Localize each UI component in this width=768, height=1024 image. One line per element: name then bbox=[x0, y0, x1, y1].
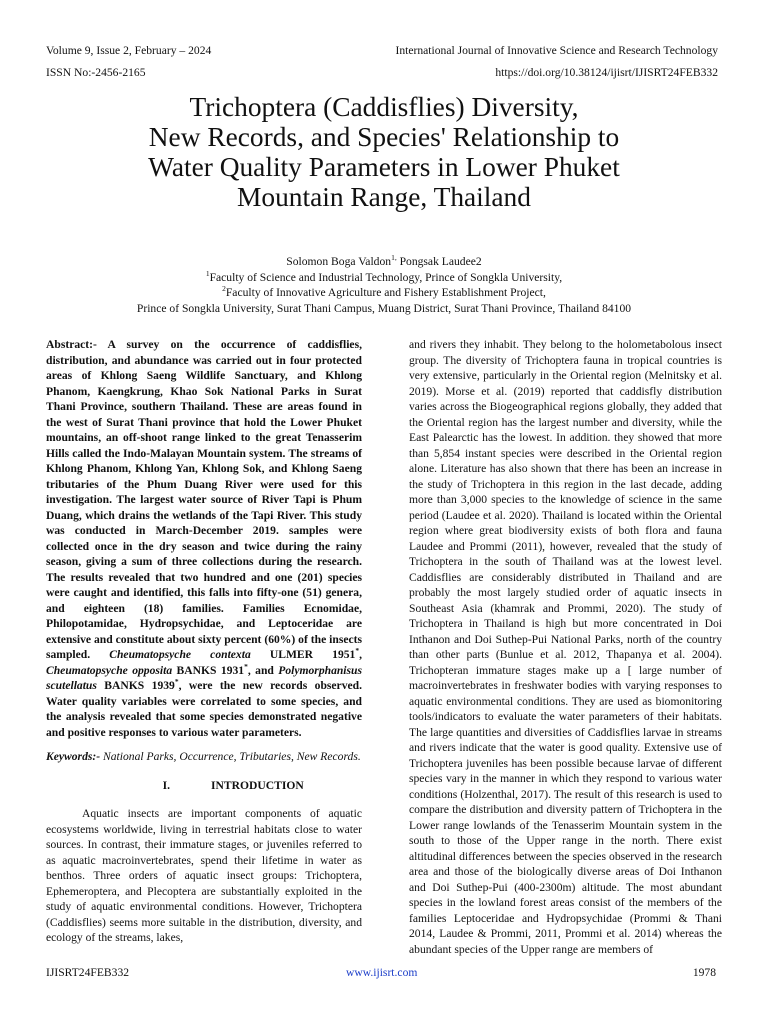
header-volume: Volume 9, Issue 2, February – 2024 bbox=[46, 44, 212, 57]
keywords bbox=[46, 749, 362, 765]
header-journal: International Journal of Innovative Science and Research Technology bbox=[395, 44, 718, 57]
new-record-mark: * bbox=[355, 646, 360, 656]
section-title: INTRODUCTION bbox=[211, 778, 304, 792]
title-line: Water Quality Parameters in Lower Phuket bbox=[148, 152, 620, 182]
footer-website-link[interactable]: www.ijisrt.com bbox=[346, 966, 418, 979]
abstract-text: , and bbox=[247, 663, 279, 677]
title-line: Trichoptera (Caddisflies) Diversity, bbox=[189, 92, 579, 122]
paper-title bbox=[40, 92, 728, 212]
header-issn: ISSN No:-2456-2165 bbox=[46, 66, 146, 79]
new-record-mark: * bbox=[174, 677, 179, 687]
section-number: I. bbox=[162, 778, 170, 792]
right-column bbox=[409, 337, 722, 957]
footer-paper-id: IJISRT24FEB332 bbox=[46, 966, 130, 979]
affiliation-3: Prince of Songkla University, Surat Thani Campus, Muang District, Surat Thani Province, Thailand 84100 bbox=[136, 301, 632, 315]
abstract-text: ULMER 1951 bbox=[250, 648, 356, 661]
keywords-text: National Parks, Occurrence, Tributaries, New Records. bbox=[100, 750, 361, 763]
abstract-text: , were the new records observed. Water quality variables were correlated to some species, and the analysis revealed that some species demonstrated negative and positive responses to various water parameters. bbox=[46, 679, 362, 739]
affiliation-1 bbox=[40, 270, 728, 286]
left-column bbox=[46, 337, 362, 946]
title-line: New Records, and Species' Relationship to bbox=[148, 122, 620, 152]
author-names bbox=[40, 254, 728, 270]
affiliation-sup: 1 bbox=[205, 268, 210, 278]
affiliation-2 bbox=[40, 285, 728, 301]
keywords-label: Keywords:- bbox=[46, 750, 101, 763]
author-name-first: Solomon Boga Valdon bbox=[286, 255, 392, 268]
abstract-text: BANKS 1931 bbox=[172, 663, 245, 677]
title-line: Mountain Range, Thailand bbox=[237, 182, 531, 212]
author-name-second: Pongsak Laudee2 bbox=[396, 255, 482, 268]
abstract-text: , bbox=[359, 648, 362, 661]
new-record-mark: * bbox=[244, 661, 248, 671]
author-block bbox=[40, 254, 728, 316]
intro-paragraph: Aquatic insects are important components of aquatic ecosystems worldwide, living in terrestrial habitats close to water sources. In contrast, their immature stages, or juveniles referred to as aquatic macroinvertebrates, spend their lifetime in water as benthos. Three orders of aquatic insect groups: Trichoptera, Ephemeroptera, and Plecoptera are substantially exploited in the study of aquatic environmental conditions. However, Trichoptera (Caddisflies) seems more suitable in the distribution, diversity, and ecology of the streams, lakes, bbox=[46, 807, 362, 944]
species-name: Cheumatopsyche opposita bbox=[46, 663, 173, 677]
affiliation-text: Faculty of Science and Industrial Technology, Prince of Songkla University, bbox=[209, 270, 563, 284]
abstract-text: BANKS 1939 bbox=[96, 679, 175, 692]
species-name: Polymorphanisus scutellatus bbox=[46, 663, 363, 692]
species-name: Cheumatopsyche contexta bbox=[109, 648, 251, 661]
header-doi[interactable]: https://doi.org/10.38124/ijisrt/IJISRT24FEB332 bbox=[495, 66, 718, 79]
affiliation-sup: 2 bbox=[222, 284, 226, 294]
body-paragraph: and rivers they inhabit. They belong to the holometabolous insect group. The diversity of Trichoptera fauna in tropical countries is very extensive, particularly in the Oriental region (Melnitsky et al. 2019). Morse et al. (2019) reported that caddisfly distribution varies across the Biogeographical regions globally, they added that the Oriental region has the largest number and diversity, while the East Palearctic has the lowest. In addition. they showed that more than 5,854 instant species were described in the Oriental region alone. Literature has also shown that there has been an increase in the study of Trichoptera in this region in the last decade, adding more than 3,000 species to the knowledge of science in the same period (Laudee et al. 2020). Thailand is located within the Oriental region where great biodiversity exists of both flora and fauna Laudee and Prommi (2011), however, revealed that the study of Trichoptera in the south of Thailand was at the lowest level. Caddisflies are considerably distributed in Thailand and are probably the most largely studied order of aquatic insects in Southeast Asia (khamrak and Prommi, 2020). The study of Trichoptera in Thailand is high but more concentrated in Doi Inthanon and Doi Suthep-Pui National Parks, north of the country than other parts (Bunlue et al. 2012, Thapanya et al. 2004). Trichopteran immature stages make up a [ large number of macroinvertebrates in freshwater bodies with varying responses to aquatic environmental conditions. They are used as biomonitoring tools/indicators to evaluate the water parameters of their habitats. The large quantities and diversities of Caddisflies larvae in streams and rivers indicate that the water is good quality. Extensive use of Trichoptera juveniles has been possible because larvae of different species vary in the manner in which they respond to various water conditions (Holzenthal, 2017). The result of this research is used to compare the distribution and diversity pattern of Trichoptera in the Lower range lowlands of the Tenasserim Mountain system in the south to those of the Upper range in the north. There exist altitudinal differences between the species observed in the research area and those of the biologically diverse areas of Doi Inthanon and Doi Suthep-Pui (400-2300m) altitude. The most abundant species in the lowland forest areas consist of the members of the families Leptoceridae and Hydropsychidae (Prommi & Thani 2014, Laudee & Prommi, 2011, Prommi et al. 2014) whereas the abundant species of the Upper range are members of bbox=[409, 338, 722, 956]
author-sup: 1, bbox=[391, 253, 397, 263]
abstract bbox=[46, 337, 362, 740]
footer-page-number: 1978 bbox=[692, 966, 716, 979]
abstract-text: Abstract:- A survey on the occurrence of caddisflies, distribution, and abundance was carried out in four protected areas of Khlong Saeng Wildlife Sanctuary, and Khlong Phanom, Kaengkrung, Khao Sok National Parks in Surat Thani Province, southern Thailand. These are areas found in the west of Surat Thani province that hold the Lower Phuket mountains, an off-shoot range linked to the great Tenasserim Hills called the Indo-Malayan Mountain system. The streams of Khlong Phanom, Khlong Yan, Khlong Sok, and Khlong Saeng tributaries of the Phum Duang River were used for this investigation. The largest water source of River Tapi is Phum Duang, which drains the wetlands of the Tapi River. This study was conducted in March-December 2019. samples were collected once in the dry season and twice during the rainy season, giving a sum of three collections during the research. The results revealed that two hundred and one (201) species were caught and identified, this falls into fifty-one (51) genera, and eighteen (18) families. Families Ecnomidae, Philopotamidae, Hydropsychidae, and Leptoceridae are extensive and constitute about sixty percent (60%) of the insects sampled. bbox=[46, 338, 362, 661]
affiliation-text: Faculty of Innovative Agriculture and Fishery Establishment Project, bbox=[225, 286, 546, 299]
section-heading bbox=[46, 778, 362, 794]
